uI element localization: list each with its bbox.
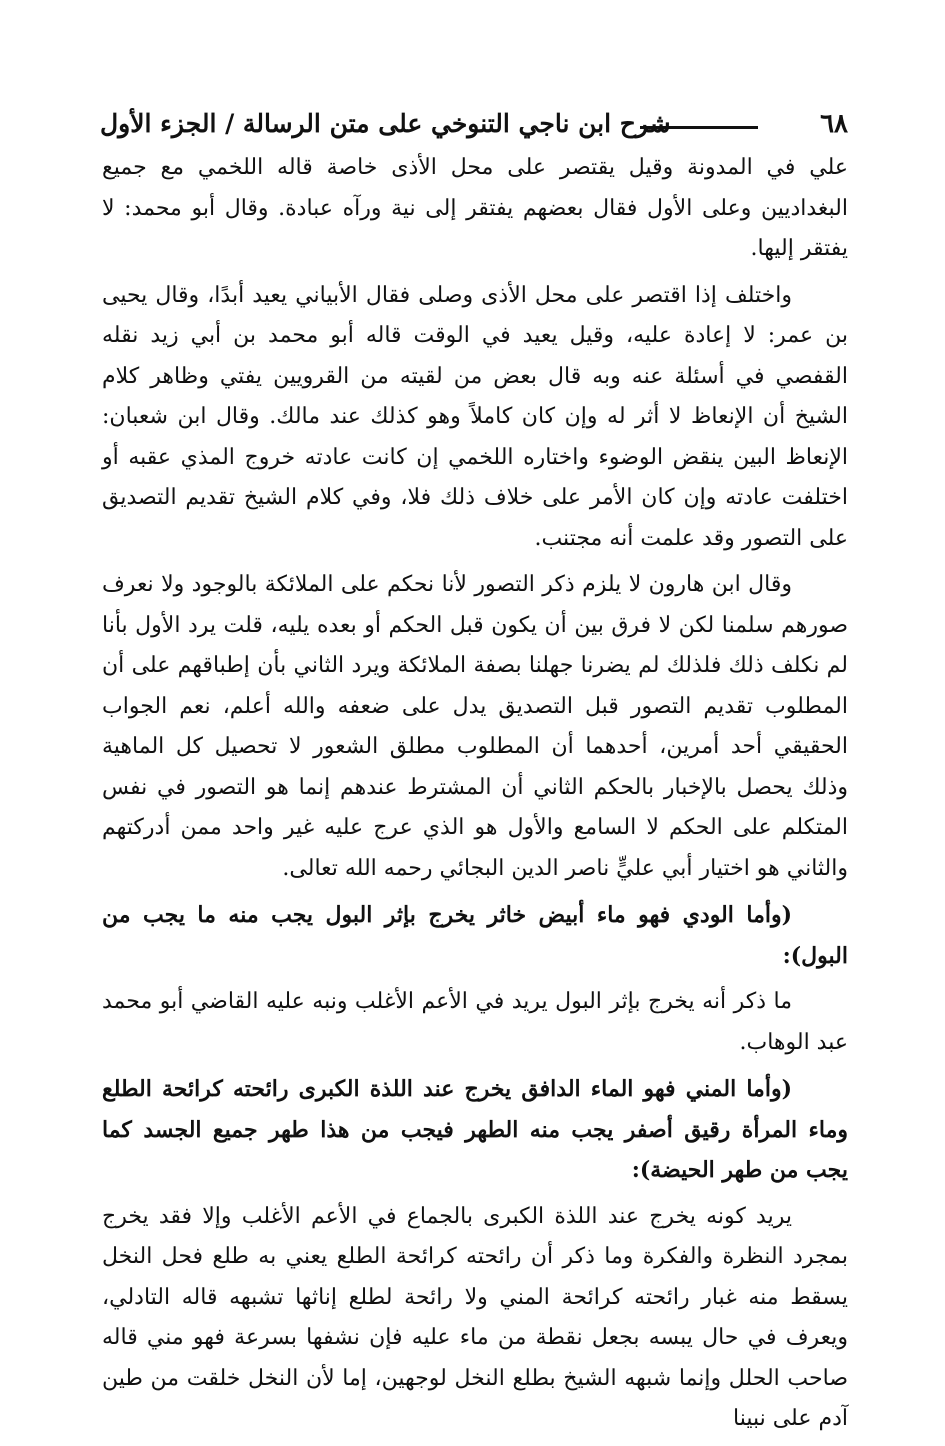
- paragraph-commentary: ما ذكر أنه يخرج بإثر البول يريد في الأعم الأغلب ونبه عليه القاضي أبو محمد عبد الوهاب.: [102, 989, 848, 1055]
- paragraph-matn-quote: (وأما الودي فهو ماء أبيض خاثر يخرج بإثر البول يجب منه ما يجب من البول):: [102, 902, 848, 969]
- running-title: شرح ابن ناجي التنوخي على متن الرسالة / الجزء الأول: [100, 109, 671, 138]
- page-header: [100, 104, 848, 144]
- paragraph-commentary: واختلف إذا اقتصر على محل الأذى وصلى فقال الأبياني يعيد أبدًا، وقال يحيى بن عمر: لا إعادة عليه، وقيل يعيد في الوقت قاله أبو محمد بن أبي زيد نقله القفصي في أسئلة عنه وبه قال بعض من لقيته من القرويين يفتي وظاهر كلام الشيخ أن الإنعاظ لا أثر له وإن كان كاملاً وهو كذلك عند مالك. وقال ابن شعبان: الإنعاظ البين ينقض الوضوء واختاره اللخمي إن كانت عادته خروج المذي عقبه أو اختلفت عادته وإن كان الأمر على خلاف ذلك فلا، وفي كلام الشيخ تقديم التصديق على التصور وقد علمت أنه مجتنب.: [102, 282, 848, 551]
- paragraph-commentary: يريد كونه يخرج عند اللذة الكبرى بالجماع في الأعم الأغلب وإلا فقد يخرج بمجرد النظرة والفكرة وما ذكر أن رائحته كرائحة الطلع يعني به طلع فحل النخل يسقط منه غبار رائحته كرائحة المني ولا رائحة لطلع إناثها تشبهه قاله التادلي، ويعرف في حال يبسه بجعل نقطة من ماء عليه فإن نشفها بسرعة فهو مني قاله صاحب الحلل وإنما شبهه الشيخ بطلع النخل لوجهين، إما لأن النخل خلقت من طين آدم على نبينا: [102, 1203, 848, 1431]
- body-text: [102, 148, 848, 1446]
- page-number: ٦٨: [820, 109, 848, 139]
- paragraph-continuation: علي في المدونة وقيل يقتصر على محل الأذى خاصة قاله اللخمي مع جميع البغداديين وعلى الأول فقال بعضهم يفتقر إلى نية ورآه عبادة. وقال أبو محمد: لا يفتقر إليها.: [102, 155, 848, 261]
- paragraph-matn-quote: (وأما المني فهو الماء الدافق يخرج عند اللذة الكبرى رائحته كرائحة الطلع وماء المرأة رقيق أصفر يجب منه الطهر فيجب من هذا طهر جميع الجسد كما يجب من طهر الحيضة):: [102, 1076, 848, 1183]
- paragraph-commentary: وقال ابن هارون لا يلزم ذكر التصور لأنا نحكم على الملائكة بالوجود ولا نعرف صورهم سلمنا لكن لا فرق بين أن يكون قبل الحكم أو بعده يليه، قلت يرد الأول بأنا لم نكلف ذلك فلذلك لم يضرنا جهلنا بصفة الملائكة ويرد الثاني بأن إطباقهم على أن المطلوب تقديم التصور قبل التصديق يدل على ضعفه والله أعلم، نعم الجواب الحقيقي أحد أمرين، أحدهما أن المطلوب مطلق الشعور لا تحصيل كل الماهية وذلك يحصل بالإخبار بالحكم الثاني أن المشترط عندهم إنما هو التصور في نفس المتكلم على الحكم لا السامع والأول هو الذي عرج عليه غير واحد ممن أدركتهم والثاني هو اختيار أبي عليٍّ ناصر الدين البجائي رحمه الله تعالى.: [102, 572, 848, 881]
